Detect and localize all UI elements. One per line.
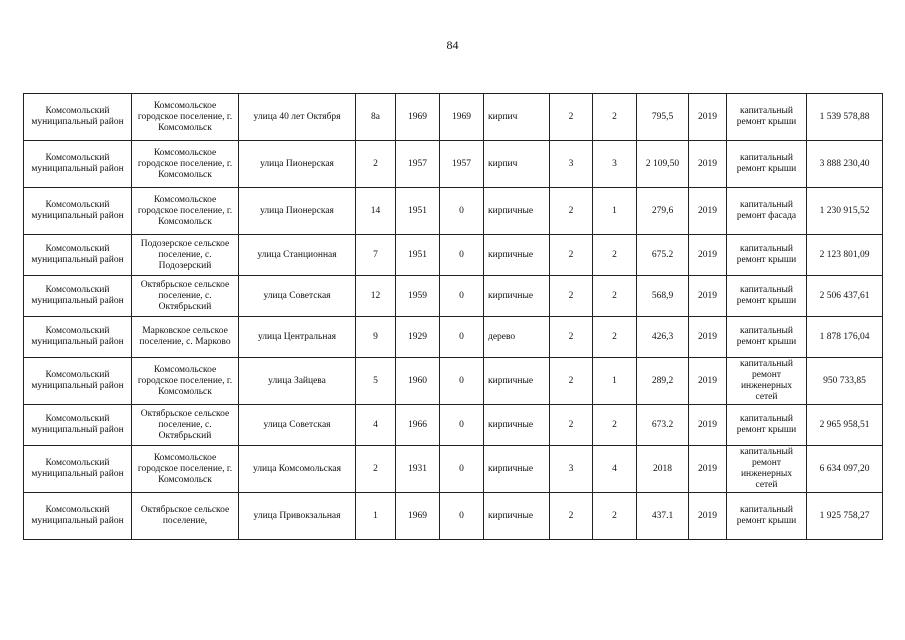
house-number-cell: 14 <box>356 188 396 235</box>
table-body <box>24 94 883 540</box>
district-cell: Комсомольский муниципальный район <box>24 188 132 235</box>
plan-year-cell: 2019 <box>689 317 727 358</box>
house-number-cell: 2 <box>356 141 396 188</box>
cost-cell: 6 634 097,20 <box>807 446 883 493</box>
wall-material-cell: кирпич <box>484 141 550 188</box>
year-commissioned-cell: 0 <box>440 317 484 358</box>
year-commissioned-cell: 0 <box>440 446 484 493</box>
cost-cell: 1 925 758,27 <box>807 493 883 540</box>
table-row <box>24 188 883 235</box>
plan-year-cell: 2019 <box>689 493 727 540</box>
table-row <box>24 317 883 358</box>
area-cell: 437.1 <box>637 493 689 540</box>
wall-material-cell: кирпичные <box>484 358 550 405</box>
street-cell: улица Пионерская <box>239 188 356 235</box>
district-cell: Комсомольский муниципальный район <box>24 405 132 446</box>
floors-cell: 2 <box>550 94 593 141</box>
year-built-cell: 1966 <box>396 405 440 446</box>
cost-cell: 1 230 915,52 <box>807 188 883 235</box>
street-cell: улица Станционная <box>239 235 356 276</box>
cost-cell: 3 888 230,40 <box>807 141 883 188</box>
entrances-cell: 2 <box>593 94 637 141</box>
year-commissioned-cell: 1957 <box>440 141 484 188</box>
wall-material-cell: кирпичные <box>484 493 550 540</box>
year-commissioned-cell: 0 <box>440 188 484 235</box>
wall-material-cell: кирпичные <box>484 405 550 446</box>
year-built-cell: 1960 <box>396 358 440 405</box>
entrances-cell: 2 <box>593 276 637 317</box>
year-built-cell: 1951 <box>396 188 440 235</box>
house-number-cell: 1 <box>356 493 396 540</box>
house-number-cell: 5 <box>356 358 396 405</box>
district-cell: Комсомольский муниципальный район <box>24 141 132 188</box>
work-type-cell: капитальный ремонт крыши <box>727 94 807 141</box>
work-type-cell: капитальный ремонт инженерных сетей <box>727 358 807 405</box>
area-cell: 289,2 <box>637 358 689 405</box>
floors-cell: 2 <box>550 493 593 540</box>
settlement-cell: Подозерское сельское поселение, с. Подозерский <box>132 235 239 276</box>
table-row <box>24 446 883 493</box>
work-type-cell: капитальный ремонт крыши <box>727 235 807 276</box>
entrances-cell: 2 <box>593 235 637 276</box>
area-cell: 675.2 <box>637 235 689 276</box>
work-type-cell: капитальный ремонт крыши <box>727 276 807 317</box>
year-commissioned-cell: 0 <box>440 493 484 540</box>
settlement-cell: Комсомольское городское поселение, г. Комсомольск <box>132 358 239 405</box>
wall-material-cell: кирпичные <box>484 276 550 317</box>
plan-year-cell: 2019 <box>689 141 727 188</box>
entrances-cell: 2 <box>593 493 637 540</box>
work-type-cell: капитальный ремонт инженерных сетей <box>727 446 807 493</box>
settlement-cell: Октябрьское сельское поселение, <box>132 493 239 540</box>
floors-cell: 2 <box>550 358 593 405</box>
floors-cell: 2 <box>550 235 593 276</box>
district-cell: Комсомольский муниципальный район <box>24 446 132 493</box>
cost-cell: 950 733,85 <box>807 358 883 405</box>
floors-cell: 3 <box>550 141 593 188</box>
district-cell: Комсомольский муниципальный район <box>24 94 132 141</box>
street-cell: улица Комсомольская <box>239 446 356 493</box>
street-cell: улица Привокзальная <box>239 493 356 540</box>
entrances-cell: 1 <box>593 358 637 405</box>
work-type-cell: капитальный ремонт крыши <box>727 405 807 446</box>
district-cell: Комсомольский муниципальный район <box>24 493 132 540</box>
plan-year-cell: 2019 <box>689 94 727 141</box>
area-cell: 279,6 <box>637 188 689 235</box>
wall-material-cell: кирпич <box>484 94 550 141</box>
floors-cell: 2 <box>550 276 593 317</box>
district-cell: Комсомольский муниципальный район <box>24 358 132 405</box>
floors-cell: 3 <box>550 446 593 493</box>
year-built-cell: 1969 <box>396 493 440 540</box>
table-row <box>24 235 883 276</box>
house-number-cell: 4 <box>356 405 396 446</box>
entrances-cell: 4 <box>593 446 637 493</box>
floors-cell: 2 <box>550 317 593 358</box>
year-built-cell: 1969 <box>396 94 440 141</box>
entrances-cell: 2 <box>593 317 637 358</box>
settlement-cell: Комсомольское городское поселение, г. Комсомольск <box>132 141 239 188</box>
street-cell: улица Советская <box>239 405 356 446</box>
district-cell: Комсомольский муниципальный район <box>24 235 132 276</box>
cost-cell: 1 539 578,88 <box>807 94 883 141</box>
table-row <box>24 493 883 540</box>
street-cell: улица Зайцева <box>239 358 356 405</box>
plan-year-cell: 2019 <box>689 188 727 235</box>
house-number-cell: 2 <box>356 446 396 493</box>
wall-material-cell: кирпичные <box>484 188 550 235</box>
wall-material-cell: дерево <box>484 317 550 358</box>
floors-cell: 2 <box>550 188 593 235</box>
plan-year-cell: 2019 <box>689 405 727 446</box>
area-cell: 568,9 <box>637 276 689 317</box>
work-type-cell: капитальный ремонт крыши <box>727 493 807 540</box>
house-number-cell: 12 <box>356 276 396 317</box>
settlement-cell: Комсомольское городское поселение, г. Комсомольск <box>132 446 239 493</box>
plan-year-cell: 2019 <box>689 276 727 317</box>
year-commissioned-cell: 0 <box>440 358 484 405</box>
cost-cell: 1 878 176,04 <box>807 317 883 358</box>
year-commissioned-cell: 0 <box>440 276 484 317</box>
table-row <box>24 358 883 405</box>
year-built-cell: 1929 <box>396 317 440 358</box>
table-row <box>24 405 883 446</box>
house-number-cell: 8а <box>356 94 396 141</box>
entrances-cell: 3 <box>593 141 637 188</box>
year-commissioned-cell: 0 <box>440 235 484 276</box>
area-cell: 2018 <box>637 446 689 493</box>
plan-year-cell: 2019 <box>689 446 727 493</box>
page-number: 84 <box>446 38 459 52</box>
repair-program-table-container <box>23 93 883 540</box>
work-type-cell: капитальный ремонт крыши <box>727 317 807 358</box>
area-cell: 673.2 <box>637 405 689 446</box>
year-commissioned-cell: 0 <box>440 405 484 446</box>
year-built-cell: 1959 <box>396 276 440 317</box>
entrances-cell: 2 <box>593 405 637 446</box>
work-type-cell: капитальный ремонт крыши <box>727 141 807 188</box>
area-cell: 2 109,50 <box>637 141 689 188</box>
settlement-cell: Комсомольское городское поселение, г. Комсомольск <box>132 94 239 141</box>
street-cell: улица Советская <box>239 276 356 317</box>
floors-cell: 2 <box>550 405 593 446</box>
plan-year-cell: 2019 <box>689 358 727 405</box>
street-cell: улица Пионерская <box>239 141 356 188</box>
district-cell: Комсомольский муниципальный район <box>24 317 132 358</box>
cost-cell: 2 965 958,51 <box>807 405 883 446</box>
entrances-cell: 1 <box>593 188 637 235</box>
cost-cell: 2 506 437,61 <box>807 276 883 317</box>
settlement-cell: Октябрьское сельское поселение, с. Октябрьский <box>132 405 239 446</box>
wall-material-cell: кирпичные <box>484 446 550 493</box>
table-row <box>24 276 883 317</box>
year-built-cell: 1931 <box>396 446 440 493</box>
area-cell: 795,5 <box>637 94 689 141</box>
house-number-cell: 9 <box>356 317 396 358</box>
plan-year-cell: 2019 <box>689 235 727 276</box>
wall-material-cell: кирпичные <box>484 235 550 276</box>
year-built-cell: 1957 <box>396 141 440 188</box>
repair-program-table <box>23 93 883 540</box>
year-built-cell: 1951 <box>396 235 440 276</box>
year-commissioned-cell: 1969 <box>440 94 484 141</box>
district-cell: Комсомольский муниципальный район <box>24 276 132 317</box>
street-cell: улица Центральная <box>239 317 356 358</box>
settlement-cell: Октябрьское сельское поселение, с. Октябрьский <box>132 276 239 317</box>
area-cell: 426,3 <box>637 317 689 358</box>
settlement-cell: Комсомольское городское поселение, г. Комсомольск <box>132 188 239 235</box>
work-type-cell: капитальный ремонт фасада <box>727 188 807 235</box>
table-row <box>24 141 883 188</box>
table-row <box>24 94 883 141</box>
settlement-cell: Марковское сельское поселение, с. Марково <box>132 317 239 358</box>
house-number-cell: 7 <box>356 235 396 276</box>
street-cell: улица 40 лет Октября <box>239 94 356 141</box>
cost-cell: 2 123 801,09 <box>807 235 883 276</box>
